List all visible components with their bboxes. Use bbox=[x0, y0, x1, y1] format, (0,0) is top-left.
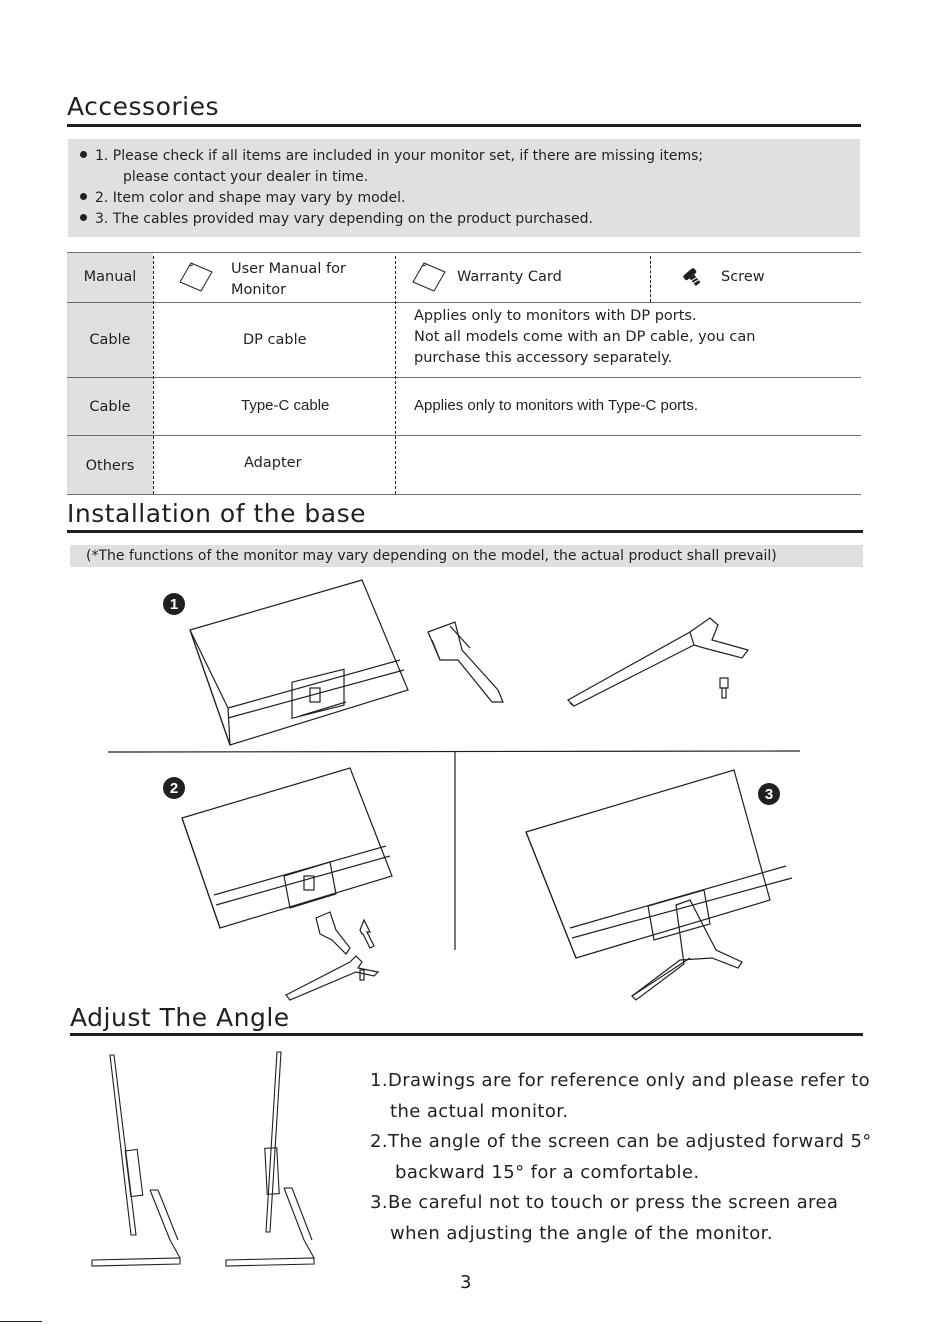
screw-label: Screw bbox=[721, 269, 765, 285]
dp-cable-label: DP cable bbox=[243, 332, 307, 348]
step-3-badge: 3 bbox=[758, 783, 780, 805]
note-2: 2. Item color and shape may vary by model. bbox=[80, 188, 406, 209]
row-label-others: Others bbox=[67, 436, 153, 495]
step-1-badge: 1 bbox=[163, 593, 185, 615]
user-manual-label: User Manual for Monitor bbox=[231, 261, 346, 298]
instruction-3-cont: when adjusting the angle of the monitor. bbox=[390, 1222, 773, 1244]
dp-cable-note: Applies only to monitors with DP ports. Not all models come with an DP cable, you can purchase this accessory separately. bbox=[414, 308, 756, 366]
row-label-cable-dp: Cable bbox=[67, 303, 153, 377]
adapter-label: Adapter bbox=[244, 455, 302, 471]
step-2-badge: 2 bbox=[163, 777, 185, 799]
adjust-title: Adjust The Angle bbox=[70, 1003, 290, 1032]
row-label-cable-typec: Cable bbox=[67, 378, 153, 435]
accessories-title: Accessories bbox=[67, 92, 220, 121]
installation-title: Installation of the base bbox=[67, 499, 367, 528]
note-1-continuation: please contact your dealer in time. bbox=[123, 169, 369, 185]
instruction-2: 2.The angle of the screen can be adjusted forward 5° bbox=[370, 1131, 872, 1152]
row-label-manual: Manual bbox=[67, 252, 153, 302]
note-1: 1. Please check if all items are included in your monitor set, if there are missing items; bbox=[80, 146, 703, 167]
page-number: 3 bbox=[460, 1272, 472, 1293]
instruction-3: 3.Be careful not to touch or press the screen area bbox=[370, 1192, 839, 1213]
note-3: 3. The cables provided may vary depending on the product purchased. bbox=[80, 209, 593, 230]
footer-mark bbox=[0, 1321, 42, 1322]
installation-disclaimer: (*The functions of the monitor may vary depending on the model, the actual product shall prevail) bbox=[70, 545, 863, 567]
monitor-side-backward-illustration bbox=[226, 1052, 314, 1266]
warranty-card-label: Warranty Card bbox=[457, 269, 562, 285]
instruction-2-cont: backward 15° for a comfortable. bbox=[395, 1161, 700, 1183]
typec-cable-note: Applies only to monitors with Type-C ports. bbox=[414, 397, 699, 414]
instruction-1-cont: the actual monitor. bbox=[390, 1100, 569, 1122]
monitor-side-forward-illustration bbox=[92, 1055, 180, 1266]
instruction-1: 1.Drawings are for reference only and please refer to bbox=[370, 1070, 871, 1091]
adjust-instructions bbox=[370, 1066, 872, 1249]
typec-cable-label: Type-C cable bbox=[241, 397, 330, 414]
